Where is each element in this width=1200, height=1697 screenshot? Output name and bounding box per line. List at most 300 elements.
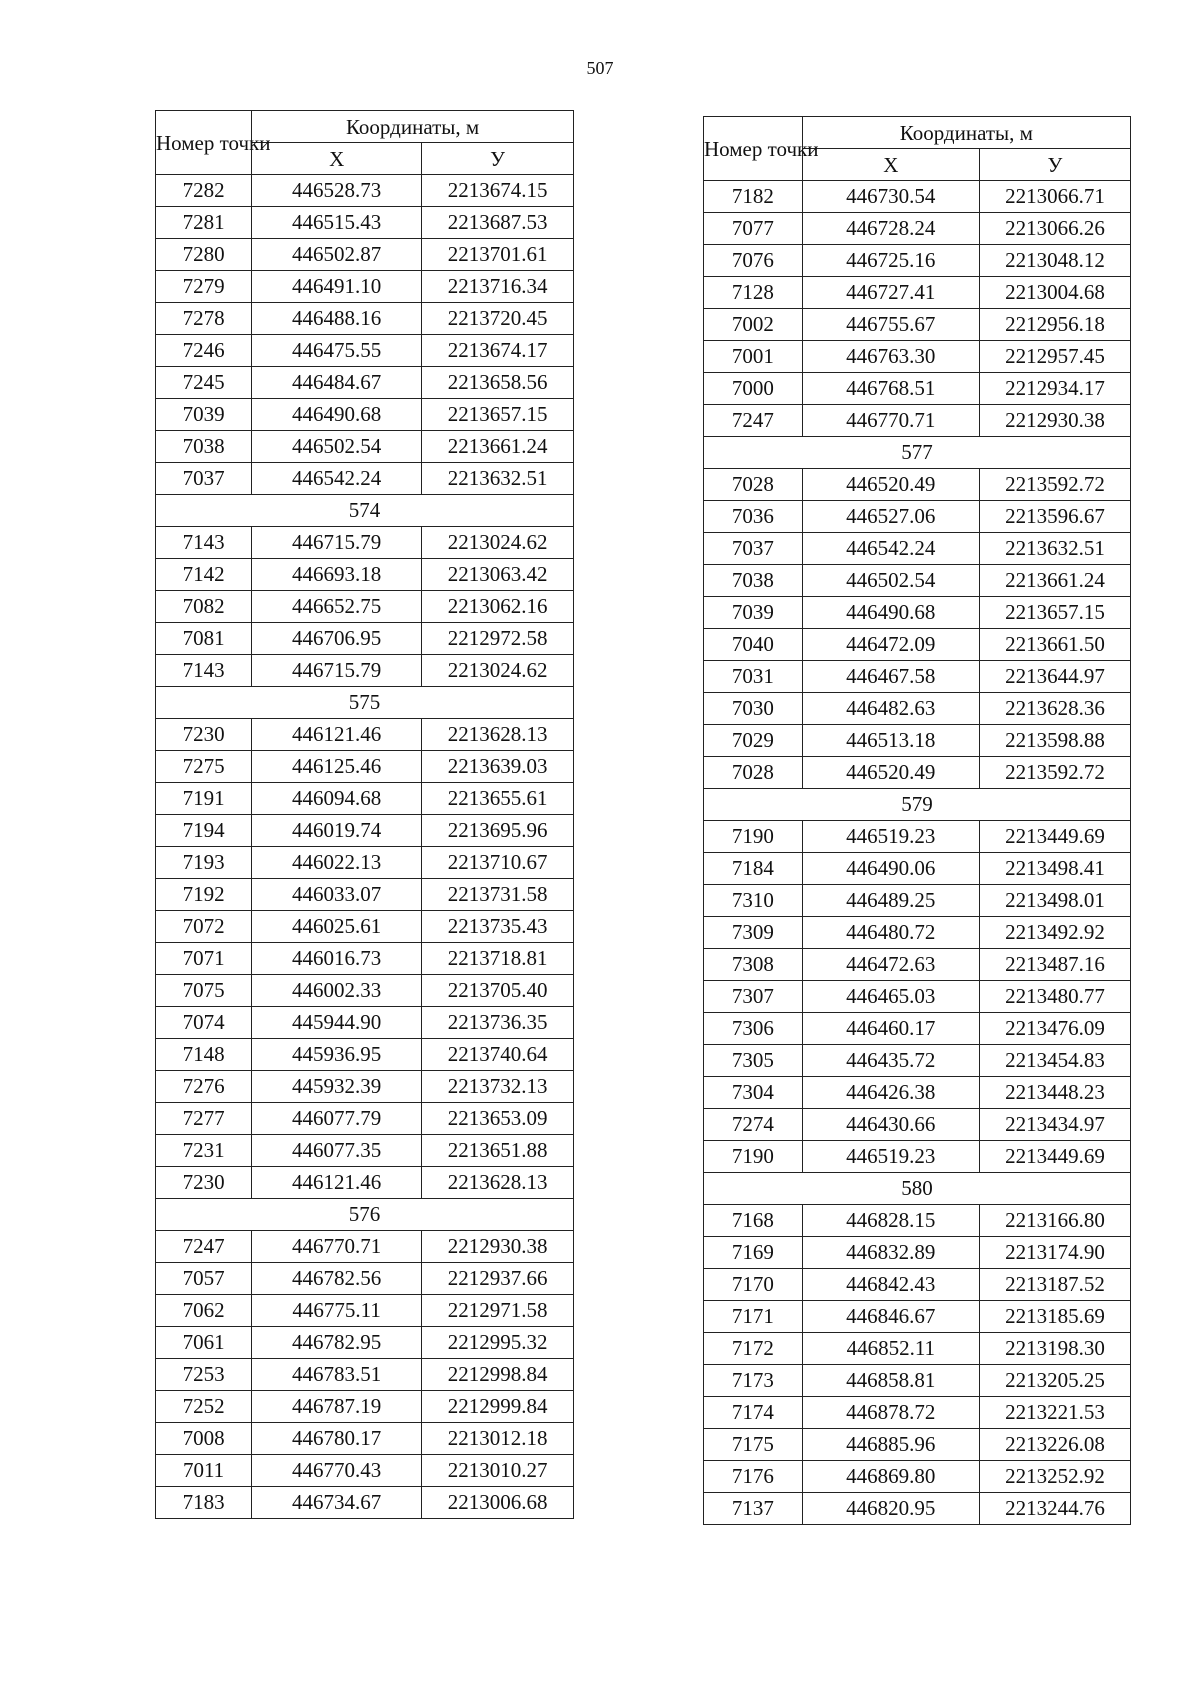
x-coordinate-cell: 446515.43 xyxy=(252,207,422,239)
point-number-cell: 7057 xyxy=(156,1263,252,1295)
x-coordinate-cell: 446121.46 xyxy=(252,1167,422,1199)
y-coordinate-cell: 2213066.71 xyxy=(979,181,1130,213)
table-row xyxy=(156,1423,574,1455)
x-coordinate-cell: 446519.23 xyxy=(802,821,979,853)
x-coordinate-cell: 446482.63 xyxy=(802,693,979,725)
section-title: 576 xyxy=(156,1199,574,1231)
point-number-cell: 7305 xyxy=(704,1045,803,1077)
header-coordinates: Координаты, м xyxy=(252,111,574,143)
point-number-cell: 7174 xyxy=(704,1397,803,1429)
table-row xyxy=(704,1429,1131,1461)
x-coordinate-cell: 446077.79 xyxy=(252,1103,422,1135)
x-coordinate-cell: 445936.95 xyxy=(252,1039,422,1071)
y-coordinate-cell: 2213062.16 xyxy=(422,591,574,623)
x-coordinate-cell: 446467.58 xyxy=(802,661,979,693)
point-number-cell: 7028 xyxy=(704,469,803,501)
x-coordinate-cell: 446484.67 xyxy=(252,367,422,399)
y-coordinate-cell: 2213592.72 xyxy=(979,469,1130,501)
x-coordinate-cell: 446885.96 xyxy=(802,1429,979,1461)
x-coordinate-cell: 446520.49 xyxy=(802,757,979,789)
table-row xyxy=(156,1327,574,1359)
y-coordinate-cell: 2212972.58 xyxy=(422,623,574,655)
x-coordinate-cell: 446820.95 xyxy=(802,1493,979,1525)
y-coordinate-cell: 2213718.81 xyxy=(422,943,574,975)
x-coordinate-cell: 446513.18 xyxy=(802,725,979,757)
table-row xyxy=(156,463,574,495)
table-row xyxy=(156,1295,574,1327)
table-row xyxy=(704,661,1131,693)
section-header-row xyxy=(704,1173,1131,1205)
table-row xyxy=(704,1013,1131,1045)
x-coordinate-cell: 446734.67 xyxy=(252,1487,422,1519)
point-number-cell: 7037 xyxy=(156,463,252,495)
table-row xyxy=(156,335,574,367)
section-title: 575 xyxy=(156,687,574,719)
point-number-cell: 7245 xyxy=(156,367,252,399)
point-number-cell: 7008 xyxy=(156,1423,252,1455)
y-coordinate-cell: 2213024.62 xyxy=(422,655,574,687)
point-number-cell: 7029 xyxy=(704,725,803,757)
y-coordinate-cell: 2213655.61 xyxy=(422,783,574,815)
table-row xyxy=(156,1167,574,1199)
point-number-cell: 7077 xyxy=(704,213,803,245)
table-row xyxy=(156,591,574,623)
point-number-cell: 7184 xyxy=(704,853,803,885)
point-number-cell: 7190 xyxy=(704,1141,803,1173)
y-coordinate-cell: 2213006.68 xyxy=(422,1487,574,1519)
x-coordinate-cell: 446715.79 xyxy=(252,655,422,687)
y-coordinate-cell: 2213598.88 xyxy=(979,725,1130,757)
table-row xyxy=(704,757,1131,789)
point-number-cell: 7137 xyxy=(704,1493,803,1525)
point-number-cell: 7001 xyxy=(704,341,803,373)
point-number-cell: 7279 xyxy=(156,271,252,303)
point-number-cell: 7247 xyxy=(156,1231,252,1263)
y-coordinate-cell: 2213205.25 xyxy=(979,1365,1130,1397)
point-number-cell: 7190 xyxy=(704,821,803,853)
x-coordinate-cell: 446832.89 xyxy=(802,1237,979,1269)
x-coordinate-cell: 446527.06 xyxy=(802,501,979,533)
point-number-cell: 7074 xyxy=(156,1007,252,1039)
x-coordinate-cell: 446693.18 xyxy=(252,559,422,591)
point-number-cell: 7039 xyxy=(704,597,803,629)
point-number-cell: 7310 xyxy=(704,885,803,917)
x-coordinate-cell: 445944.90 xyxy=(252,1007,422,1039)
point-number-cell: 7002 xyxy=(704,309,803,341)
y-coordinate-cell: 2213010.27 xyxy=(422,1455,574,1487)
point-number-cell: 7143 xyxy=(156,527,252,559)
point-number-cell: 7037 xyxy=(704,533,803,565)
x-coordinate-cell: 446652.75 xyxy=(252,591,422,623)
header-x: X xyxy=(252,143,422,175)
x-coordinate-cell: 446528.73 xyxy=(252,175,422,207)
x-coordinate-cell: 446480.72 xyxy=(802,917,979,949)
y-coordinate-cell: 2213628.13 xyxy=(422,1167,574,1199)
y-coordinate-cell: 2213695.96 xyxy=(422,815,574,847)
table-row xyxy=(704,501,1131,533)
x-coordinate-cell: 446706.95 xyxy=(252,623,422,655)
x-coordinate-cell: 446730.54 xyxy=(802,181,979,213)
table-row xyxy=(156,1135,574,1167)
point-number-cell: 7038 xyxy=(704,565,803,597)
y-coordinate-cell: 2213012.18 xyxy=(422,1423,574,1455)
table-row xyxy=(156,815,574,847)
point-number-cell: 7170 xyxy=(704,1269,803,1301)
table-row xyxy=(156,751,574,783)
point-number-cell: 7252 xyxy=(156,1391,252,1423)
table-row xyxy=(704,949,1131,981)
table-row xyxy=(704,405,1131,437)
point-number-cell: 7128 xyxy=(704,277,803,309)
point-number-cell: 7143 xyxy=(156,655,252,687)
table-row xyxy=(704,1109,1131,1141)
y-coordinate-cell: 2213226.08 xyxy=(979,1429,1130,1461)
point-number-cell: 7309 xyxy=(704,917,803,949)
section-title: 574 xyxy=(156,495,574,527)
y-coordinate-cell: 2213498.41 xyxy=(979,853,1130,885)
x-coordinate-cell: 446782.95 xyxy=(252,1327,422,1359)
table-row xyxy=(704,1269,1131,1301)
point-number-cell: 7142 xyxy=(156,559,252,591)
point-number-cell: 7192 xyxy=(156,879,252,911)
table-row xyxy=(156,1231,574,1263)
y-coordinate-cell: 2213480.77 xyxy=(979,981,1130,1013)
table-row xyxy=(156,303,574,335)
table-row xyxy=(156,367,574,399)
table-row xyxy=(156,911,574,943)
table-row xyxy=(156,399,574,431)
table-row xyxy=(704,1365,1131,1397)
x-coordinate-cell: 446520.49 xyxy=(802,469,979,501)
y-coordinate-cell: 2213720.45 xyxy=(422,303,574,335)
x-coordinate-cell: 446770.71 xyxy=(252,1231,422,1263)
table-row xyxy=(156,1359,574,1391)
point-number-cell: 7278 xyxy=(156,303,252,335)
section-header-row xyxy=(156,1199,574,1231)
x-coordinate-cell: 446022.13 xyxy=(252,847,422,879)
y-coordinate-cell: 2213252.92 xyxy=(979,1461,1130,1493)
point-number-cell: 7173 xyxy=(704,1365,803,1397)
y-coordinate-cell: 2213174.90 xyxy=(979,1237,1130,1269)
y-coordinate-cell: 2213066.26 xyxy=(979,213,1130,245)
table-row xyxy=(704,629,1131,661)
x-coordinate-cell: 446783.51 xyxy=(252,1359,422,1391)
table-row xyxy=(704,245,1131,277)
x-coordinate-cell: 446002.33 xyxy=(252,975,422,1007)
section-title: 579 xyxy=(704,789,1131,821)
y-coordinate-cell: 2213628.36 xyxy=(979,693,1130,725)
x-coordinate-cell: 446475.55 xyxy=(252,335,422,367)
point-number-cell: 7307 xyxy=(704,981,803,1013)
x-coordinate-cell: 446125.46 xyxy=(252,751,422,783)
table-row xyxy=(156,879,574,911)
x-coordinate-cell: 446787.19 xyxy=(252,1391,422,1423)
x-coordinate-cell: 446842.43 xyxy=(802,1269,979,1301)
point-number-cell: 7247 xyxy=(704,405,803,437)
header-point-number: Номер точки xyxy=(704,117,803,181)
y-coordinate-cell: 2213653.09 xyxy=(422,1103,574,1135)
x-coordinate-cell: 446019.74 xyxy=(252,815,422,847)
section-header-row xyxy=(704,437,1131,469)
y-coordinate-cell: 2213632.51 xyxy=(979,533,1130,565)
point-number-cell: 7172 xyxy=(704,1333,803,1365)
table-row xyxy=(704,469,1131,501)
x-coordinate-cell: 446025.61 xyxy=(252,911,422,943)
table-row xyxy=(704,1205,1131,1237)
x-coordinate-cell: 446542.24 xyxy=(252,463,422,495)
y-coordinate-cell: 2213454.83 xyxy=(979,1045,1130,1077)
table-row xyxy=(704,1237,1131,1269)
y-coordinate-cell: 2213596.67 xyxy=(979,501,1130,533)
table-row xyxy=(704,821,1131,853)
y-coordinate-cell: 2213661.24 xyxy=(422,431,574,463)
x-coordinate-cell: 445932.39 xyxy=(252,1071,422,1103)
section-title: 580 xyxy=(704,1173,1131,1205)
y-coordinate-cell: 2213740.64 xyxy=(422,1039,574,1071)
x-coordinate-cell: 446852.11 xyxy=(802,1333,979,1365)
x-coordinate-cell: 446502.54 xyxy=(802,565,979,597)
point-number-cell: 7253 xyxy=(156,1359,252,1391)
point-number-cell: 7081 xyxy=(156,623,252,655)
y-coordinate-cell: 2213448.23 xyxy=(979,1077,1130,1109)
header-point-number: Номер точки xyxy=(156,111,252,175)
x-coordinate-cell: 446094.68 xyxy=(252,783,422,815)
table-row xyxy=(156,1039,574,1071)
x-coordinate-cell: 446768.51 xyxy=(802,373,979,405)
point-number-cell: 7168 xyxy=(704,1205,803,1237)
point-number-cell: 7076 xyxy=(704,245,803,277)
point-number-cell: 7231 xyxy=(156,1135,252,1167)
table-row xyxy=(704,1141,1131,1173)
header-y: У xyxy=(979,149,1130,181)
table-row xyxy=(704,309,1131,341)
table-row xyxy=(156,1103,574,1135)
y-coordinate-cell: 2213449.69 xyxy=(979,1141,1130,1173)
y-coordinate-cell: 2212998.84 xyxy=(422,1359,574,1391)
table-row xyxy=(704,853,1131,885)
header-y: У xyxy=(422,143,574,175)
table-row xyxy=(704,1077,1131,1109)
point-number-cell: 7230 xyxy=(156,1167,252,1199)
y-coordinate-cell: 2213487.16 xyxy=(979,949,1130,981)
y-coordinate-cell: 2213661.24 xyxy=(979,565,1130,597)
point-number-cell: 7169 xyxy=(704,1237,803,1269)
x-coordinate-cell: 446489.25 xyxy=(802,885,979,917)
point-number-cell: 7277 xyxy=(156,1103,252,1135)
point-number-cell: 7230 xyxy=(156,719,252,751)
table-row xyxy=(704,885,1131,917)
x-coordinate-cell: 446460.17 xyxy=(802,1013,979,1045)
header-x: X xyxy=(802,149,979,181)
y-coordinate-cell: 2212995.32 xyxy=(422,1327,574,1359)
table-row xyxy=(704,597,1131,629)
point-number-cell: 7071 xyxy=(156,943,252,975)
table-row xyxy=(704,693,1131,725)
point-number-cell: 7182 xyxy=(704,181,803,213)
y-coordinate-cell: 2212937.66 xyxy=(422,1263,574,1295)
point-number-cell: 7031 xyxy=(704,661,803,693)
x-coordinate-cell: 446490.06 xyxy=(802,853,979,885)
table-row xyxy=(156,271,574,303)
x-coordinate-cell: 446782.56 xyxy=(252,1263,422,1295)
y-coordinate-cell: 2213434.97 xyxy=(979,1109,1130,1141)
y-coordinate-cell: 2212934.17 xyxy=(979,373,1130,405)
point-number-cell: 7194 xyxy=(156,815,252,847)
point-number-cell: 7280 xyxy=(156,239,252,271)
x-coordinate-cell: 446542.24 xyxy=(802,533,979,565)
table-row xyxy=(704,181,1131,213)
y-coordinate-cell: 2213198.30 xyxy=(979,1333,1130,1365)
table-row xyxy=(156,623,574,655)
x-coordinate-cell: 446715.79 xyxy=(252,527,422,559)
y-coordinate-cell: 2213674.15 xyxy=(422,175,574,207)
y-coordinate-cell: 2212999.84 xyxy=(422,1391,574,1423)
point-number-cell: 7036 xyxy=(704,501,803,533)
y-coordinate-cell: 2213449.69 xyxy=(979,821,1130,853)
table-row xyxy=(704,981,1131,1013)
x-coordinate-cell: 446121.46 xyxy=(252,719,422,751)
y-coordinate-cell: 2213657.15 xyxy=(422,399,574,431)
point-number-cell: 7246 xyxy=(156,335,252,367)
y-coordinate-cell: 2213732.13 xyxy=(422,1071,574,1103)
y-coordinate-cell: 2213661.50 xyxy=(979,629,1130,661)
y-coordinate-cell: 2212930.38 xyxy=(979,405,1130,437)
table-row xyxy=(156,1391,574,1423)
x-coordinate-cell: 446077.35 xyxy=(252,1135,422,1167)
table-row xyxy=(704,1301,1131,1333)
table-row xyxy=(156,431,574,463)
x-coordinate-cell: 446472.63 xyxy=(802,949,979,981)
point-number-cell: 7171 xyxy=(704,1301,803,1333)
table-row xyxy=(704,341,1131,373)
y-coordinate-cell: 2213644.97 xyxy=(979,661,1130,693)
x-coordinate-cell: 446770.43 xyxy=(252,1455,422,1487)
table-row xyxy=(156,847,574,879)
x-coordinate-cell: 446033.07 xyxy=(252,879,422,911)
y-coordinate-cell: 2213735.43 xyxy=(422,911,574,943)
table-row xyxy=(704,917,1131,949)
y-coordinate-cell: 2213716.34 xyxy=(422,271,574,303)
table-row xyxy=(156,783,574,815)
point-number-cell: 7304 xyxy=(704,1077,803,1109)
y-coordinate-cell: 2213498.01 xyxy=(979,885,1130,917)
point-number-cell: 7000 xyxy=(704,373,803,405)
y-coordinate-cell: 2213651.88 xyxy=(422,1135,574,1167)
x-coordinate-cell: 446780.17 xyxy=(252,1423,422,1455)
point-number-cell: 7038 xyxy=(156,431,252,463)
x-coordinate-cell: 446858.81 xyxy=(802,1365,979,1397)
x-coordinate-cell: 446727.41 xyxy=(802,277,979,309)
y-coordinate-cell: 2213731.58 xyxy=(422,879,574,911)
y-coordinate-cell: 2213632.51 xyxy=(422,463,574,495)
point-number-cell: 7030 xyxy=(704,693,803,725)
y-coordinate-cell: 2213736.35 xyxy=(422,1007,574,1039)
y-coordinate-cell: 2213639.03 xyxy=(422,751,574,783)
y-coordinate-cell: 2213004.68 xyxy=(979,277,1130,309)
point-number-cell: 7039 xyxy=(156,399,252,431)
point-number-cell: 7028 xyxy=(704,757,803,789)
table-row xyxy=(704,277,1131,309)
point-number-cell: 7276 xyxy=(156,1071,252,1103)
point-number-cell: 7191 xyxy=(156,783,252,815)
y-coordinate-cell: 2213185.69 xyxy=(979,1301,1130,1333)
point-number-cell: 7274 xyxy=(704,1109,803,1141)
table-row xyxy=(156,527,574,559)
x-coordinate-cell: 446491.10 xyxy=(252,271,422,303)
y-coordinate-cell: 2213492.92 xyxy=(979,917,1130,949)
table-row xyxy=(704,533,1131,565)
header-coordinates: Координаты, м xyxy=(802,117,1130,149)
coordinates-table-left xyxy=(155,110,574,1519)
x-coordinate-cell: 446728.24 xyxy=(802,213,979,245)
y-coordinate-cell: 2213024.62 xyxy=(422,527,574,559)
point-number-cell: 7040 xyxy=(704,629,803,661)
x-coordinate-cell: 446869.80 xyxy=(802,1461,979,1493)
table-row xyxy=(156,207,574,239)
coordinates-table-right xyxy=(703,116,1131,1525)
y-coordinate-cell: 2213674.17 xyxy=(422,335,574,367)
table-row xyxy=(704,565,1131,597)
table-row xyxy=(704,213,1131,245)
y-coordinate-cell: 2213710.67 xyxy=(422,847,574,879)
y-coordinate-cell: 2212971.58 xyxy=(422,1295,574,1327)
y-coordinate-cell: 2213048.12 xyxy=(979,245,1130,277)
page-number: 507 xyxy=(586,58,614,78)
point-number-cell: 7011 xyxy=(156,1455,252,1487)
table-row xyxy=(156,1007,574,1039)
x-coordinate-cell: 446775.11 xyxy=(252,1295,422,1327)
table-row xyxy=(704,1493,1131,1525)
x-coordinate-cell: 446490.68 xyxy=(802,597,979,629)
x-coordinate-cell: 446488.16 xyxy=(252,303,422,335)
x-coordinate-cell: 446472.09 xyxy=(802,629,979,661)
table-row xyxy=(156,943,574,975)
y-coordinate-cell: 2213476.09 xyxy=(979,1013,1130,1045)
y-coordinate-cell: 2213658.56 xyxy=(422,367,574,399)
section-header-row xyxy=(704,789,1131,821)
y-coordinate-cell: 2213187.52 xyxy=(979,1269,1130,1301)
point-number-cell: 7075 xyxy=(156,975,252,1007)
table-row xyxy=(156,1071,574,1103)
y-coordinate-cell: 2213244.76 xyxy=(979,1493,1130,1525)
x-coordinate-cell: 446725.16 xyxy=(802,245,979,277)
point-number-cell: 7176 xyxy=(704,1461,803,1493)
x-coordinate-cell: 446770.71 xyxy=(802,405,979,437)
table-row xyxy=(704,1333,1131,1365)
x-coordinate-cell: 446426.38 xyxy=(802,1077,979,1109)
table-row xyxy=(704,373,1131,405)
y-coordinate-cell: 2213166.80 xyxy=(979,1205,1130,1237)
point-number-cell: 7175 xyxy=(704,1429,803,1461)
x-coordinate-cell: 446502.87 xyxy=(252,239,422,271)
x-coordinate-cell: 446430.66 xyxy=(802,1109,979,1141)
y-coordinate-cell: 2212957.45 xyxy=(979,341,1130,373)
x-coordinate-cell: 446435.72 xyxy=(802,1045,979,1077)
point-number-cell: 7281 xyxy=(156,207,252,239)
x-coordinate-cell: 446755.67 xyxy=(802,309,979,341)
point-number-cell: 7062 xyxy=(156,1295,252,1327)
table-row xyxy=(156,719,574,751)
table-row xyxy=(704,1397,1131,1429)
table-row xyxy=(156,1455,574,1487)
section-header-row xyxy=(156,495,574,527)
table-row xyxy=(156,1487,574,1519)
x-coordinate-cell: 446519.23 xyxy=(802,1141,979,1173)
point-number-cell: 7072 xyxy=(156,911,252,943)
table-row xyxy=(156,239,574,271)
table-row xyxy=(156,175,574,207)
x-coordinate-cell: 446763.30 xyxy=(802,341,979,373)
